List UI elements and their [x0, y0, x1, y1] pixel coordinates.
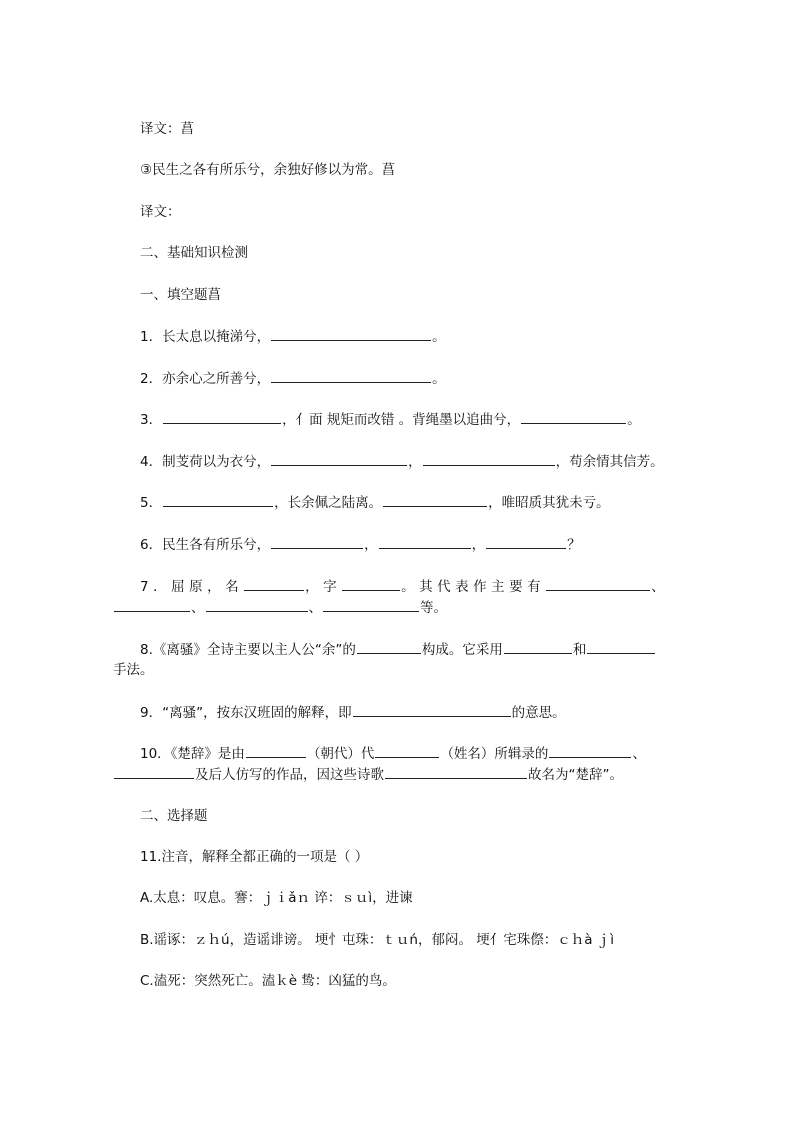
question-9: 9．“离骚”，按东汉班固的解释，即 的意思。: [140, 705, 566, 721]
question-7-line-1: 7．屈原，名 ，字 。其代表作主要有 、: [140, 579, 665, 595]
answer-blank[interactable]: [379, 535, 471, 549]
answer-blank[interactable]: [114, 598, 190, 612]
section-heading-basics: 二、基础知识检测: [140, 245, 248, 261]
answer-blank[interactable]: [375, 744, 439, 758]
answer-blank[interactable]: [423, 452, 555, 466]
answer-blank[interactable]: [271, 535, 363, 549]
answer-blank[interactable]: [271, 369, 431, 383]
section-heading-fill-blanks: 一、填空题菖: [140, 287, 221, 303]
translation-label-2: 译文：: [140, 204, 181, 220]
question-7-line-2: 、 、 等。: [113, 598, 447, 617]
question-8-line-1: 8.《离骚》全诗主要以主人公“余”的 构成。它采用 和: [140, 640, 656, 659]
answer-blank[interactable]: [546, 577, 650, 591]
answer-blank[interactable]: [246, 744, 306, 758]
answer-blank[interactable]: [163, 493, 273, 507]
question-10-line-1: 10．《楚辞》是由 （朝代）代 （姓名）所辑录的 、: [140, 746, 646, 762]
answer-blank[interactable]: [206, 598, 308, 612]
answer-blank[interactable]: [244, 577, 304, 591]
question-1: 1．长太息以掩涕兮， 。: [140, 329, 446, 345]
answer-blank[interactable]: [504, 640, 572, 654]
question-2: 2．亦余心之所善兮， 。: [140, 371, 446, 387]
answer-blank[interactable]: [342, 577, 400, 591]
answer-blank[interactable]: [271, 452, 407, 466]
option-b: B.谣诼：ｚｈú，造谣诽谤。 埂忄屯珠：ｔｕń，郁闷。 埂亻宅珠傺：ｃｈà ｊì: [140, 932, 615, 948]
question-8-line-2: 手法。: [113, 662, 154, 678]
answer-blank[interactable]: [383, 493, 487, 507]
question-5: 5． ，长余佩之陆离。 ，唯昭质其犹未亏。: [140, 495, 610, 511]
quote-line-3: ③民生之各有所乐兮，余独好修以为常。菖: [140, 162, 396, 178]
answer-blank[interactable]: [549, 744, 631, 758]
answer-blank[interactable]: [163, 410, 281, 424]
option-a: A.太息：叹息。謇：ｊｉǎｎ 谇：ｓｕì，进谏: [140, 890, 413, 906]
answer-blank[interactable]: [587, 640, 655, 654]
answer-blank[interactable]: [385, 765, 527, 779]
answer-blank[interactable]: [486, 535, 566, 549]
question-6: 6．民生各有所乐兮， ， ， ？: [140, 537, 581, 553]
question-4: 4．制芰荷以为衣兮， ， ，苟余情其信芳。: [140, 454, 664, 470]
answer-blank[interactable]: [323, 598, 419, 612]
answer-blank[interactable]: [353, 703, 511, 717]
question-10-line-2: 及后人仿写的作品，因这些诗歌 故名为“楚辞”。: [113, 765, 623, 784]
answer-blank[interactable]: [357, 640, 421, 654]
question-3: 3． ，亻面 规矩而改错 。背绳墨以追曲兮， 。: [140, 412, 641, 428]
section-heading-choice: 二、选择题: [140, 808, 208, 824]
option-c: C.溘死：突然死亡。溘ｋè 鸷：凶猛的鸟。: [140, 973, 396, 989]
answer-blank[interactable]: [521, 410, 626, 424]
translation-label-1: 译文：菖: [140, 121, 194, 137]
answer-blank[interactable]: [271, 327, 431, 341]
answer-blank[interactable]: [114, 765, 194, 779]
question-11: 11.注音，解释全都正确的一项是（ ）: [140, 849, 369, 865]
